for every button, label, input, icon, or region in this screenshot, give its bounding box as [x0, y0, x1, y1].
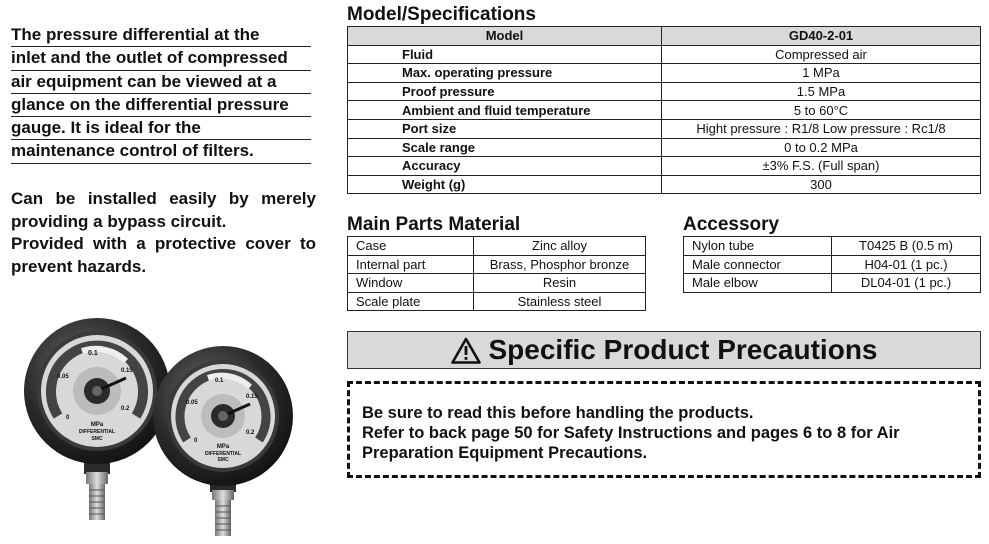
table-row	[684, 255, 981, 274]
spec-value: 0 to 0.2 MPa	[662, 138, 981, 157]
accessory-heading: Accessory	[683, 214, 780, 235]
gauge-differential-label: DIFFERENTIAL	[78, 429, 116, 435]
gauge-differential-label: DIFFERENTIAL	[204, 451, 242, 457]
spec-value: Hight pressure : R1/8 Low pressure : Rc1/8	[662, 119, 981, 138]
intro-line: glance on the differential pressure	[11, 94, 311, 117]
intro-line: gauge. It is ideal for the	[11, 117, 311, 140]
precautions-banner-title: Specific Product Precautions	[488, 334, 878, 365]
spec-label: Accuracy	[348, 157, 662, 176]
spec-value: ±3% F.S. (Full span)	[662, 157, 981, 176]
gauge-tick-label: 0.05	[57, 374, 69, 380]
table-row	[684, 237, 981, 256]
feature-line: prevent hazards.	[11, 256, 147, 276]
notice-line: Refer to back page 50 for Safety Instructions and pages 6 to 8 for Air	[362, 424, 900, 442]
part-name: Case	[348, 237, 474, 256]
precautions-banner	[347, 331, 981, 369]
feature-line: Can be installed easily by merely	[11, 189, 316, 208]
gauge-tick-label: 0	[194, 438, 198, 444]
part-name: Scale plate	[348, 292, 474, 311]
gauge-tick-label: 0.15	[246, 394, 258, 400]
intro-line: maintenance control of filters.	[11, 140, 311, 163]
gauge-brand-label: SMC	[91, 436, 103, 442]
part-material: Resin	[474, 274, 646, 293]
table-row	[348, 119, 981, 138]
intro-line: The pressure differential at the	[11, 24, 311, 47]
gauge-tick-label: 0.05	[186, 400, 198, 406]
spec-label: Proof pressure	[348, 82, 662, 101]
gauge-unit-label: MPa	[90, 422, 104, 428]
gauge-tick-label: 0	[66, 415, 70, 421]
accessory-table	[683, 236, 981, 293]
precautions-notice-box	[347, 381, 981, 478]
accessory-name: Male connector	[684, 255, 832, 274]
parts-material-heading: Main Parts Material	[347, 214, 521, 235]
table-row	[348, 292, 646, 311]
table-row	[348, 138, 981, 157]
spec-label: Ambient and fluid temperature	[348, 101, 662, 120]
spec-label: Weight (g)	[348, 175, 662, 194]
accessory-part-number: DL04-01 (1 pc.)	[832, 274, 981, 293]
feature-text	[11, 188, 316, 278]
table-header-row	[348, 27, 981, 46]
notice-line: Be sure to read this before handling the products.	[362, 404, 754, 422]
spec-value: Compressed air	[662, 45, 981, 64]
part-name: Window	[348, 274, 474, 293]
model-number-cell: GD40-2-01	[662, 27, 981, 46]
spec-value: 5 to 60°C	[662, 101, 981, 120]
feature-line: Provided with a protective cover to	[11, 234, 316, 253]
intro-line: air equipment can be viewed at a	[11, 71, 311, 94]
spec-label: Scale range	[348, 138, 662, 157]
table-row	[348, 82, 981, 101]
part-material: Brass, Phosphor bronze	[474, 255, 646, 274]
spec-label: Fluid	[348, 45, 662, 64]
gauge-brand-label: SMC	[217, 457, 229, 463]
spec-label: Port size	[348, 119, 662, 138]
part-material: Zinc alloy	[474, 237, 646, 256]
intro-text	[11, 24, 311, 164]
parts-material-table	[347, 236, 646, 311]
table-row	[348, 64, 981, 83]
table-row	[348, 175, 981, 194]
spec-label: Max. operating pressure	[348, 64, 662, 83]
table-row	[684, 274, 981, 293]
table-row	[348, 255, 646, 274]
gauge-tick-label: 0.1	[215, 378, 224, 384]
table-header-cell: Model	[348, 27, 662, 46]
intro-line: inlet and the outlet of compressed	[11, 47, 311, 70]
spec-value: 300	[662, 175, 981, 194]
part-material: Stainless steel	[474, 292, 646, 311]
accessory-name: Male elbow	[684, 274, 832, 293]
feature-line: providing a bypass circuit.	[11, 211, 227, 231]
table-row	[348, 274, 646, 293]
gauge-tick-label: 0.15	[121, 368, 133, 374]
part-name: Internal part	[348, 255, 474, 274]
table-row	[348, 101, 981, 120]
table-row	[348, 45, 981, 64]
spec-value: 1.5 MPa	[662, 82, 981, 101]
gauge-tick-label: 0.1	[88, 350, 98, 357]
warning-triangle-icon	[451, 337, 481, 364]
specifications-heading: Model/Specifications	[347, 4, 536, 25]
accessory-part-number: T0425 B (0.5 m)	[832, 237, 981, 256]
gauge-tick-label: 0.2	[246, 430, 255, 436]
table-row	[348, 157, 981, 176]
spec-value: 1 MPa	[662, 64, 981, 83]
gauge-unit-label: MPa	[216, 444, 230, 450]
specifications-table	[347, 26, 981, 194]
differential-pressure-gauge-image	[150, 344, 300, 544]
accessory-part-number: H04-01 (1 pc.)	[832, 255, 981, 274]
accessory-name: Nylon tube	[684, 237, 832, 256]
notice-line: Preparation Equipment Precautions.	[362, 444, 648, 462]
gauge-tick-label: 0.2	[121, 406, 130, 412]
table-row	[348, 237, 646, 256]
